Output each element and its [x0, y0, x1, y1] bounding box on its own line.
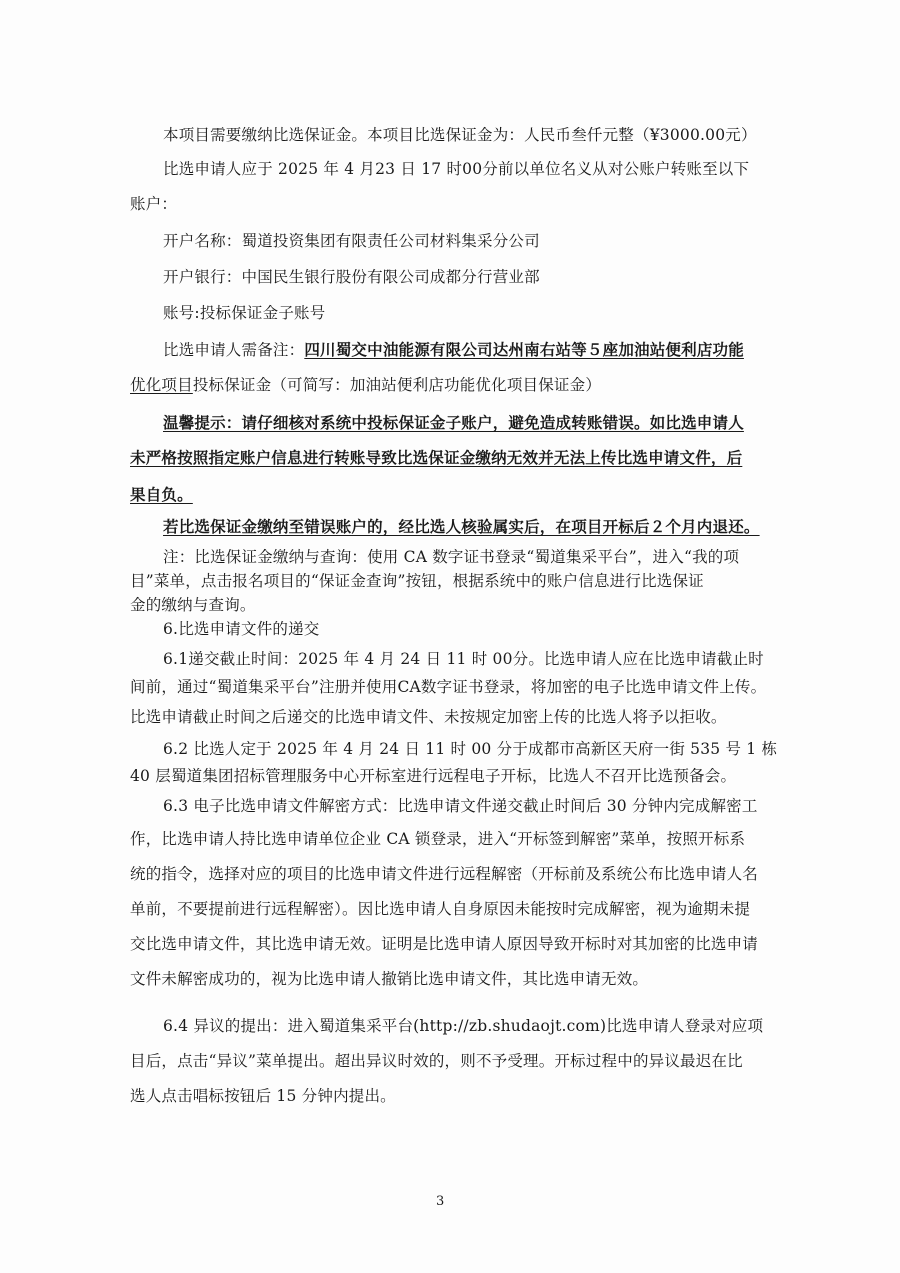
p64-line-3: 选人点击唱标按钮后 15 分钟内提出。 — [130, 1087, 396, 1105]
note-line-3: 金的缴纳与查询。 — [130, 596, 256, 614]
p63-line-1: 6.3 电子比选申请文件解密方式：比选申请文件递交截止时间后 30 分钟内完成解密工 — [163, 797, 758, 815]
p64-line-2: 目后，点击“异议”菜单提出。超出异议时效的，则不予受理。开标过程中的异议最迟在比 — [130, 1052, 743, 1070]
account-number: 账号:投标保证金子账号 — [163, 304, 326, 322]
account-name: 开户名称：蜀道投资集团有限责任公司材料集采分公司 — [163, 232, 540, 250]
p64-line-1: 6.4 异议的提出：进入蜀道集采平台(http://zb.shudaojt.com)比选申请人登录对应项 — [163, 1017, 764, 1035]
remark-line-1 — [163, 339, 744, 361]
note-line-1: 注：比选保证金缴纳与查询：使用 CA 数字证书登录“蜀道集采平台”，进入“我的项 — [163, 548, 740, 566]
warning-line-3: 果自负。 — [130, 485, 193, 504]
bank-name: 开户银行：中国民生银行股份有限公司成都分行营业部 — [163, 268, 540, 286]
deposit-deadline-line-2: 账户： — [130, 195, 178, 213]
p62-line-2: 40 层蜀道集团招标管理服务中心开标室进行远程电子开标，比选人不召开比选预备会。 — [130, 767, 737, 785]
section-6-heading: 6.比选申请文件的递交 — [163, 620, 320, 638]
remark-suffix: 投标保证金（可简写：加油站便利店功能优化项目保证金） — [192, 376, 602, 394]
deposit-intro: 本项目需要缴纳比选保证金。本项目比选保证金为：人民币叁仟元整（¥3000.00元） — [163, 126, 757, 144]
remark-project-name: 四川蜀交中油能源有限公司达州南右站等５座加油站便利店功能 — [304, 340, 744, 359]
p62-line-1: 6.2 比选人定于 2025 年 4 月 24 日 11 时 00 分于成都市高新区天府一街 535 号 1 栋 — [163, 740, 778, 758]
p63-line-6: 文件未解密成功的，视为比选申请人撤销比选申请文件，其比选申请无效。 — [130, 970, 649, 988]
deposit-deadline-line-1: 比选申请人应于 2025 年 4 月23 日 17 时00分前以单位名义从对公账户转账至以下 — [163, 160, 750, 178]
p61-line-1: 6.1递交截止时间：2025 年 4 月 24 日 11 时 00分。比选申请人应在比选申请截止时 — [163, 650, 764, 668]
p63-line-3: 统的指令，选择对应的项目的比选申请文件进行远程解密（开标前及系统公布比选申请人名 — [130, 865, 759, 883]
p61-line-2: 间前，通过“蜀道集采平台”注册并使用CA数字证书登录，将加密的电子比选申请文件上传。 — [130, 678, 767, 696]
p63-line-5: 交比选申请文件，其比选申请无效。证明是比选申请人原因导致开标时对其加密的比选申请 — [130, 935, 759, 953]
p61-line-3: 比选申请截止时间之后递交的比选申请文件、未按规定加密上传的比选人将予以拒收。 — [130, 708, 727, 726]
note-line-2: 目”菜单，点击报名项目的“保证金查询”按钮，根据系统中的账户信息进行比选保证 — [130, 572, 704, 590]
p63-line-2: 作，比选申请人持比选申请单位企业 CA 锁登录，进入“开标签到解密”菜单，按照开标系 — [130, 830, 746, 848]
remark-line-2 — [130, 374, 601, 396]
page-number: 3 — [436, 1194, 445, 1209]
refund-notice: 若比选保证金缴纳至错误账户的，经比选人核验属实后，在项目开标后２个月内退还。 — [163, 517, 760, 536]
warning-line-1: 温馨提示：请仔细核对系统中投标保证金子账户，避免造成转账错误。如比选申请人 — [163, 413, 744, 432]
p63-line-4: 单前，不要提前进行远程解密）。因比选申请人自身原因未能按时完成解密，视为逾期未提 — [130, 900, 751, 918]
remark-project-name-cont: 优化项目 — [130, 376, 193, 394]
warning-line-2: 未严格按照指定账户信息进行转账导致比选保证金缴纳无效并无法上传比选申请文件，后 — [130, 448, 743, 467]
remark-prefix: 比选申请人需备注： — [163, 341, 305, 359]
